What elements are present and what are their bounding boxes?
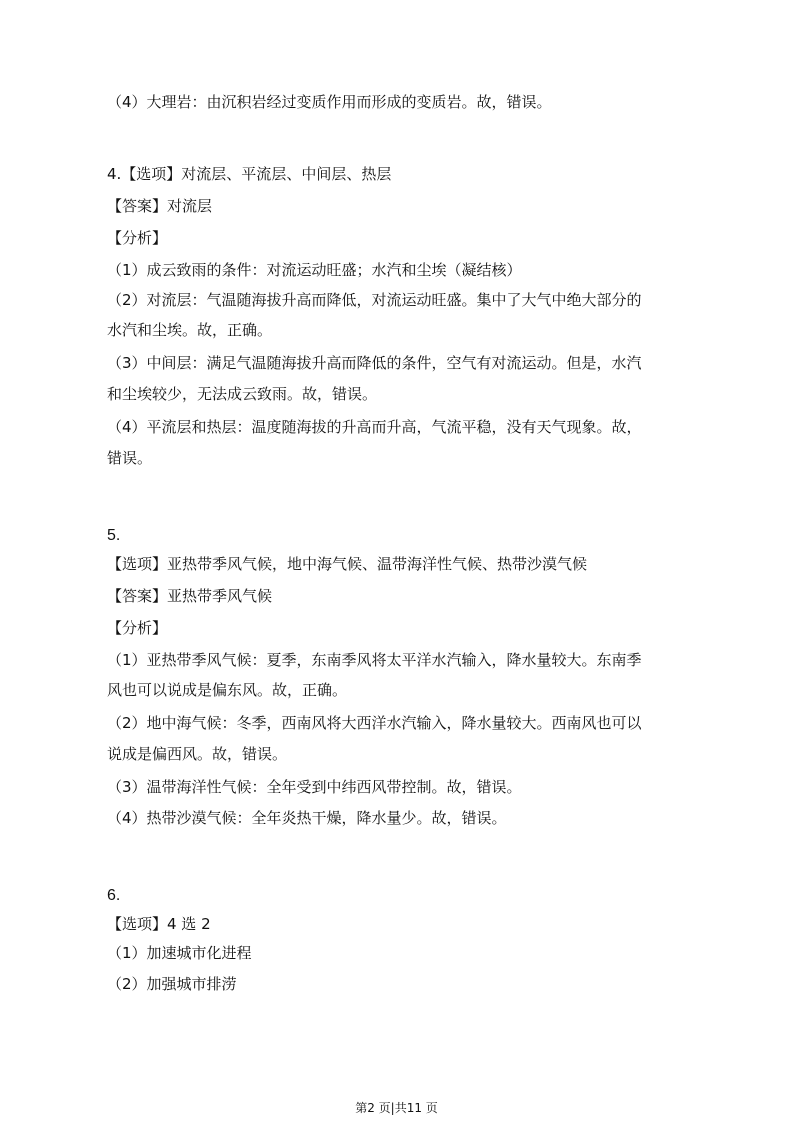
q5-analysis-heading: 【分析】 bbox=[107, 619, 168, 637]
q4-analysis-3b: 和尘埃较少，无法成云致雨。故，错误。 bbox=[107, 385, 378, 403]
q6-number: 6. bbox=[107, 887, 121, 904]
q4-analysis-4b: 错误。 bbox=[107, 449, 153, 467]
q5-analysis-2b: 说成是偏西风。故，错误。 bbox=[107, 745, 288, 763]
q5-options: 【选项】亚热带季风气候，地中海气候、温带海洋性气候、热带沙漠气候 bbox=[107, 555, 588, 573]
q4-analysis-2a: （2）对流层：气温随海拔升高而降低，对流运动旺盛。集中了大气中绝大部分的 bbox=[107, 291, 642, 309]
q5-analysis-1a: （1）亚热带季风气候：夏季，东南季风将太平洋水汽输入，降水量较大。东南季 bbox=[107, 651, 642, 669]
q6-option-1: （1）加速城市化进程 bbox=[107, 944, 252, 962]
q5-number: 5. bbox=[107, 527, 121, 544]
q6-option-2: （2）加强城市排涝 bbox=[107, 975, 237, 993]
q4-options: 4.【选项】对流层、平流层、中间层、热层 bbox=[107, 165, 392, 183]
q5-analysis-3: （3）温带海洋性气候：全年受到中纬西风带控制。故，错误。 bbox=[107, 778, 522, 796]
q4-analysis-3a: （3）中间层：满足气温随海拔升高而降低的条件，空气有对流运动。但是，水汽 bbox=[107, 354, 642, 372]
q4-analysis-heading: 【分析】 bbox=[107, 229, 168, 247]
page-footer: 第2 页|共11 页 bbox=[355, 1101, 438, 1115]
text-line-1: （4）大理岩：由沉积岩经过变质作用而形成的变质岩。故，错误。 bbox=[107, 93, 552, 111]
q5-analysis-4: （4）热带沙漠气候：全年炎热干燥，降水量少。故，错误。 bbox=[107, 809, 507, 827]
q4-analysis-1: （1）成云致雨的条件：对流运动旺盛；水汽和尘埃（凝结核） bbox=[107, 261, 522, 279]
q5-answer: 【答案】亚热带季风气候 bbox=[107, 587, 273, 605]
q4-answer: 【答案】对流层 bbox=[107, 197, 213, 215]
q4-analysis-2b: 水汽和尘埃。故，正确。 bbox=[107, 321, 273, 339]
q5-analysis-1b: 风也可以说成是偏东风。故，正确。 bbox=[107, 681, 348, 699]
q6-options: 【选项】4 选 2 bbox=[107, 915, 211, 933]
q5-analysis-2a: （2）地中海气候：冬季，西南风将大西洋水汽输入，降水量较大。西南风也可以 bbox=[107, 714, 642, 732]
q4-analysis-4a: （4）平流层和热层：温度随海拔的升高而升高，气流平稳，没有天气现象。故， bbox=[107, 418, 642, 436]
